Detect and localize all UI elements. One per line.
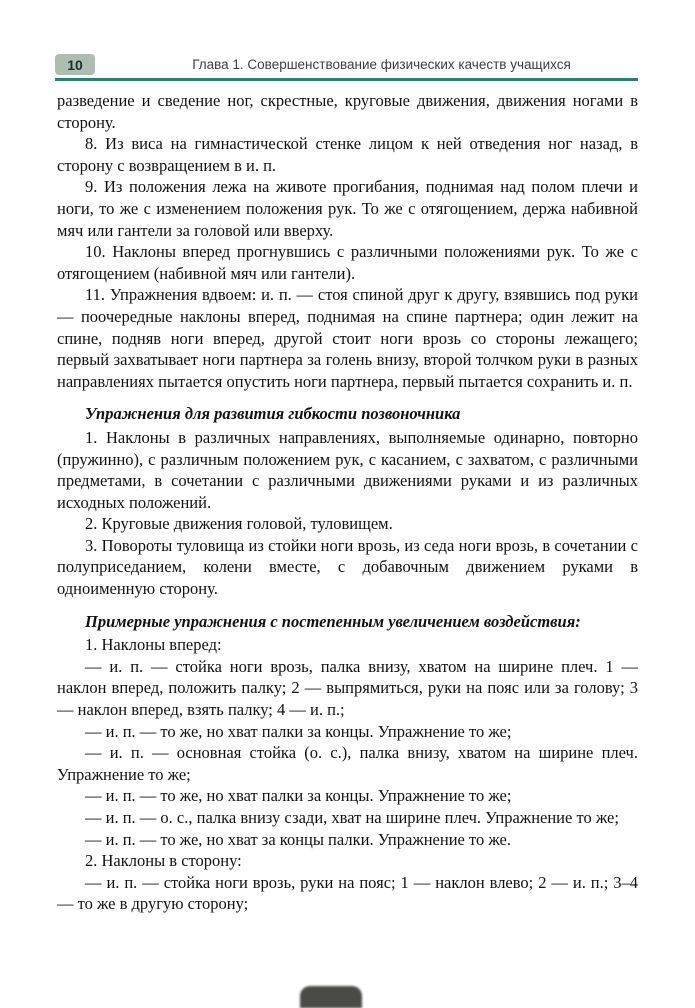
paragraph: — и. п. — стойка ноги врозь, палка внизу, хватом на ширине плеч. 1 — наклон вперед, положить палку; 2 — выпрямиться, руки на пояс или за голову; 3 — наклон вперед, взять палку; 4 — и. п.; [57, 656, 638, 720]
page-number: 10 [67, 56, 83, 73]
paragraph: — и. п. — то же, но хват за концы палки. Упражнение то же. [85, 829, 511, 849]
paragraph: 8. Из виса на гимнастической стенке лицом к ней отведения ног назад, в сторону с возвращением в и. п. [57, 134, 638, 175]
page-number-badge [55, 54, 95, 75]
chapter-title: Глава 1. Совершенствование физических качеств учащихся [192, 57, 571, 72]
paragraph: 11. Упражнения вдвоем: и. п. — стоя спиной друг к другу, взявшись под руки — поочередные наклоны вперед, поднимая на спине партнера; один лежит на спине, подняв ноги вперед, другой стоит ноги врозь со стороны лежащего; первый захватывает ноги партнера за голень внизу, второй толчком руки в разных направлениях пытается опустить ноги партнера, первый пытается сохранить и. п. [57, 285, 638, 391]
paragraph: 9. Из положения лежа на животе прогибания, поднимая над полом плечи и ноги, то же с изменением положения рук. То же с отягощением, держа набивной мяч или гантели за головой или вверху. [57, 177, 638, 240]
paragraph: разведение и сведение ног, скрестные, круговые движения, движения ногами в сторону. [57, 91, 638, 132]
page-header [55, 54, 638, 81]
page-body [57, 90, 638, 915]
paragraph: 3. Повороты туловища из стойки ноги врозь, из седа ноги врозь, в сочетании с полуприседанием, колени вместе, с добавочным движением руками в одноименную сторону. [57, 535, 638, 599]
paragraph: — и. п. — стойка ноги врозь, руки на пояс; 1 — наклон влево; 2 — и. п.; 3–4 — то же в другую сторону; [57, 872, 638, 914]
section-heading: Примерные упражнения с постепенным увеличением воздействия: [85, 611, 581, 631]
paragraph: 2. Наклоны в сторону: [85, 851, 242, 871]
paragraph: 10. Наклоны вперед прогнувшись с различными положениями рук. То же с отягощением (набивной мяч или гантели). [57, 242, 638, 283]
paragraph: — и. п. — основная стойка (о. с.), палка внизу, хватом на ширине плеч. Упражнение то же; [57, 743, 638, 784]
paragraph: 2. Круговые движения головой, туловищем. [85, 514, 393, 534]
paragraph: 1. Наклоны вперед: [85, 635, 222, 655]
paragraph: 1. Наклоны в различных направлениях, выполняемые одинарно, повторно (пружинно), с различным положением рук, с касанием, с захватом, с различными предметами, в сочетании с различными движениями руками и из различных исходных положений. [57, 427, 638, 512]
paragraph: — и. п. — то же, но хват палки за концы. Упражнение то же; [85, 786, 512, 806]
section-heading: Упражнения для развития гибкости позвоночника [85, 404, 461, 424]
paragraph: — и. п. — то же, но хват палки за концы. Упражнение то же; [85, 721, 512, 741]
scan-artifact-mark [300, 986, 362, 1008]
paragraph: — и. п. — о. с., палка внизу сзади, хват на ширине плеч. Упражнение то же; [85, 808, 619, 827]
